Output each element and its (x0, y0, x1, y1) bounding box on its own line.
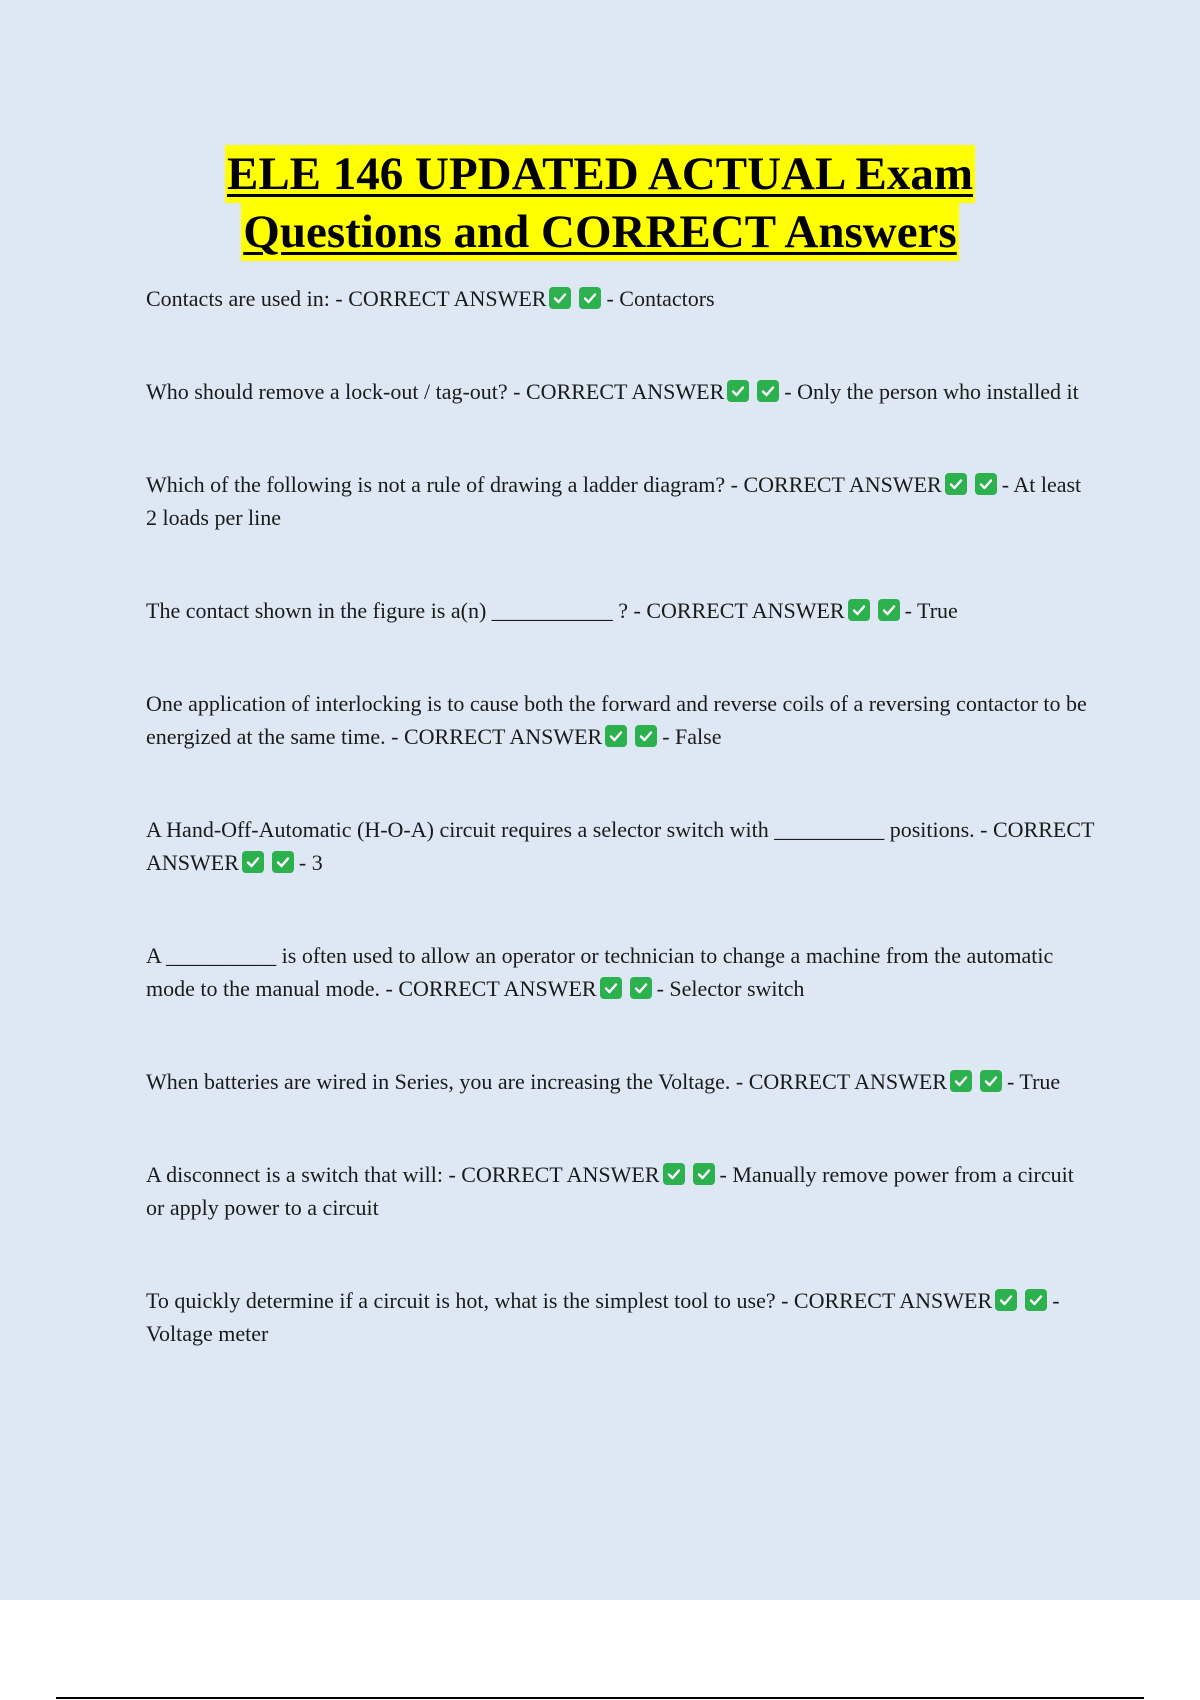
check-box-icon (242, 851, 264, 873)
check-box-icon (727, 380, 749, 402)
check-box-icon (579, 287, 601, 309)
check-box-icon (635, 725, 657, 747)
check-box-icon (272, 851, 294, 873)
question-text: One application of interlocking is to cause both the forward and reverse coils of a reversing contactor to be energized at the same time. - CORRECT ANSWER (146, 691, 1087, 749)
answer-text: - Contactors (606, 286, 715, 311)
question-text: A Hand-Off-Automatic (H-O-A) circuit requires a selector switch with __________ positions. - CORRECT ANSWER (146, 817, 1095, 875)
answer-text: - Voltage meter (146, 1288, 1060, 1346)
check-box-icon (757, 380, 779, 402)
check-box-icon (950, 1070, 972, 1092)
check-box-icon (975, 473, 997, 495)
question-text: When batteries are wired in Series, you are increasing the Voltage. - CORRECT ANSWER (146, 1069, 947, 1094)
qa-item (146, 939, 1096, 1005)
question-text: Who should remove a lock-out / tag-out? - CORRECT ANSWER (146, 379, 725, 404)
check-box-icon (995, 1289, 1017, 1311)
question-text: Which of the following is not a rule of drawing a ladder diagram? - CORRECT ANSWER (146, 472, 942, 497)
answer-text: - Selector switch (656, 976, 805, 1001)
answer-text: - Only the person who installed it (784, 379, 1079, 404)
check-box-icon (600, 977, 622, 999)
qa-item (146, 1065, 1096, 1098)
check-box-icon (663, 1163, 685, 1185)
qa-item (146, 282, 1096, 315)
qa-item (146, 375, 1096, 408)
answer-text: - True (904, 598, 958, 623)
question-text: To quickly determine if a circuit is hot, what is the simplest tool to use? - CORRECT ANSWER (146, 1288, 993, 1313)
answer-text: - At least 2 loads per line (146, 472, 1082, 530)
title-line-1: ELE 146 UPDATED ACTUAL Exam (225, 145, 975, 203)
check-box-icon (848, 599, 870, 621)
qa-item (146, 468, 1096, 534)
answer-text: - Manually remove power from a circuit or apply power to a circuit (146, 1162, 1074, 1220)
check-box-icon (945, 473, 967, 495)
qa-item (146, 1284, 1096, 1350)
question-text: A disconnect is a switch that will: - CORRECT ANSWER (146, 1162, 660, 1187)
check-box-icon (1025, 1289, 1047, 1311)
question-text: A __________ is often used to allow an operator or technician to change a machine from the automatic mode to the manual mode. - CORRECT ANSWER (146, 943, 1054, 1001)
check-box-icon (605, 725, 627, 747)
check-box-icon (630, 977, 652, 999)
question-text: The contact shown in the figure is a(n) ___________ ? - CORRECT ANSWER (146, 598, 845, 623)
qa-item (146, 687, 1096, 753)
check-box-icon (980, 1070, 1002, 1092)
footer-divider (56, 1697, 1144, 1699)
check-box-icon (878, 599, 900, 621)
check-box-icon (549, 287, 571, 309)
title-line-2: Questions and CORRECT Answers (241, 203, 958, 261)
document-title (0, 145, 1200, 261)
check-box-icon (693, 1163, 715, 1185)
qa-item (146, 813, 1096, 879)
qa-item (146, 1158, 1096, 1224)
answer-text: - 3 (298, 850, 323, 875)
answer-text: - False (662, 724, 722, 749)
qa-list (146, 282, 1096, 1350)
answer-text: - True (1006, 1069, 1061, 1094)
qa-item (146, 594, 1096, 627)
question-text: Contacts are used in: - CORRECT ANSWER (146, 286, 547, 311)
